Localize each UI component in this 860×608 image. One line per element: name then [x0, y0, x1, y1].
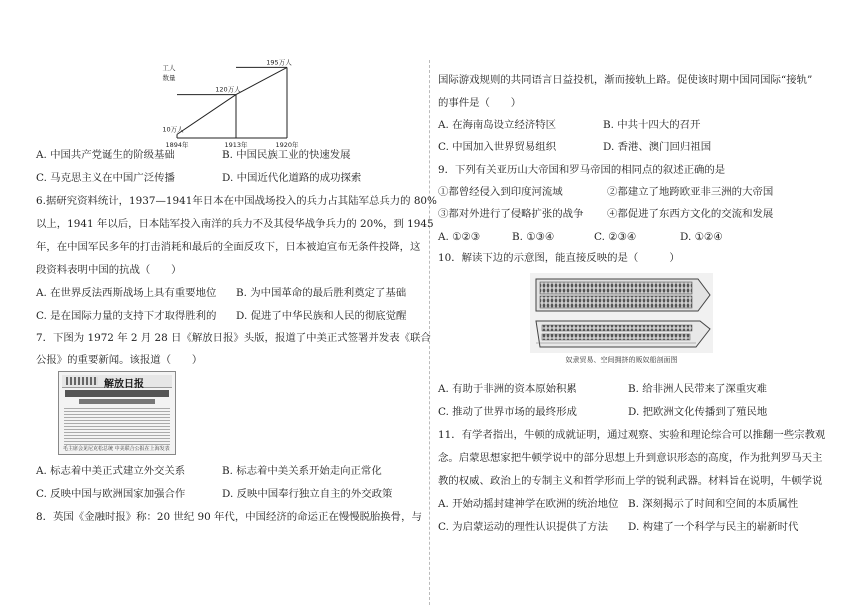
q9-option-c[interactable]: C. ②③④ [594, 231, 637, 243]
q10-option-a[interactable]: A. 有助于非洲的资本原始积累 [438, 383, 577, 395]
y-axis-label: 数量 [162, 74, 176, 82]
data-label: 120万人 [215, 85, 241, 94]
q8-option-a[interactable]: A. 在海南岛设立经济特区 [438, 119, 557, 131]
q9-item-1: ①都曾经侵入到印度河流域 [438, 186, 563, 198]
q5-option-d[interactable]: D. 中国近代化道路的成功探索 [222, 172, 362, 184]
q6-stem-line: 以上，1941 年以后，日本陆军投入南洋的兵力不及其侵华战争兵力的 20%，到 1945 [36, 218, 434, 230]
q10-option-b[interactable]: B. 给非洲人民带来了深重灾难 [628, 383, 767, 395]
q5-option-a[interactable]: A. 中国共产党诞生的阶级基础 [36, 149, 175, 161]
q10-option-d[interactable]: D. 把欧洲文化传播到了殖民地 [628, 406, 768, 418]
data-label: 195万人 [266, 58, 292, 67]
q7-stem-line: 7．下图为 1972 年 2 月 28 日《解放日报》头版，报道了中美正式签署并发表《联合 [36, 332, 431, 344]
y-axis-label: 工人 [162, 64, 176, 72]
worker-count-chart [155, 58, 320, 150]
q11-option-a[interactable]: A. 开始动摇封建神学在欧洲的统治地位 [438, 498, 619, 510]
q9-item-2: ②都建立了地跨欧亚非三洲的大帝国 [607, 186, 774, 198]
q7-option-b[interactable]: B. 标志着中美关系开始走向正常化 [222, 465, 382, 477]
q7-option-c[interactable]: C. 反映中国与欧洲国家加强合作 [36, 488, 186, 500]
q9-item-3: ③都对外进行了侵略扩张的战争 [438, 208, 584, 220]
q6-option-c[interactable]: C. 是在国际力量的支持下才取得胜利的 [36, 310, 217, 322]
q9-option-d[interactable]: D. ①②④ [680, 231, 723, 243]
data-label: 10万人 [162, 125, 184, 134]
slave-ship-drawing [530, 273, 713, 353]
newspaper-masthead [62, 375, 172, 388]
q6-stem-line: 年，在中国军民多年的打击消耗和最后的全面反攻下，日本被迫宣布无条件投降，这 [36, 241, 421, 253]
x-tick-label: 1920年 [275, 141, 299, 149]
q11-stem-line: 11．有学者指出，牛顿的成就证明，通过观察、实验和理论综合可以推翻一些宗教观 [438, 429, 826, 441]
q8-option-c[interactable]: C. 中国加入世界贸易组织 [438, 141, 557, 153]
q5-option-b[interactable]: B. 中国民族工业的快速发展 [222, 149, 351, 161]
x-tick-label: 1913年 [224, 141, 248, 149]
q8-stem-cont: 的事件是（ ） [438, 97, 522, 109]
q10-stem: 10．解读下边的示意图，能直接反映的是（ ） [438, 252, 680, 264]
newspaper-caption: 毛主席会见尼克松总统 中美联合公报在上海发表 [63, 446, 170, 452]
q11-option-d[interactable]: D. 构建了一个科学与民主的崭新时代 [628, 521, 799, 533]
q9-option-b[interactable]: B. ①③④ [512, 231, 555, 243]
q6-stem-line: 6.据研究资料统计，1937—1941年日本在中国战场投入的兵力占其陆军总兵力的 80% [36, 195, 437, 207]
q8-stem-cont: 国际游戏规则的共同语言日益投机，渐而接轨上路。促使该时期中国同国际“接轨” [438, 74, 813, 86]
q11-stem-line: 念。启蒙思想家把牛顿学说中的部分思想上升到意识形态的高度，作为批判罗马天主 [438, 452, 823, 464]
q8-option-b[interactable]: B. 中共十四大的召开 [603, 119, 701, 131]
q9-stem: 9．下列有关亚历山大帝国和罗马帝国的相同点的叙述正确的是 [438, 164, 726, 176]
newspaper-image [58, 371, 176, 455]
q8-stem-line: 8．英国《金融时报》称：20 世纪 90 年代，中国经济的命运正在慢慢脱胎换骨，与 [36, 511, 422, 523]
newspaper-title: 解放日报 [104, 379, 144, 390]
q8-option-d[interactable]: D. 香港、澳门回归祖国 [603, 141, 712, 153]
q6-option-a[interactable]: A. 在世界反法西斯战场上具有重要地位 [36, 287, 217, 299]
q6-option-d[interactable]: D. 促进了中华民族和人民的彻底觉醒 [236, 310, 407, 322]
q9-item-4: ④都促进了东西方文化的交流和发展 [607, 208, 774, 220]
q7-option-a[interactable]: A. 标志着中美正式建立外交关系 [36, 465, 186, 477]
q11-option-b[interactable]: B. 深刻揭示了时间和空间的本质属性 [628, 498, 799, 510]
slave-ship-diagram [530, 273, 713, 353]
q7-stem-line: 公报》的重要新闻。该报道（ ） [36, 354, 203, 366]
q5-option-c[interactable]: C. 马克思主义在中国广泛传播 [36, 172, 175, 184]
q9-option-a[interactable]: A. ①②③ [438, 231, 481, 243]
q10-option-c[interactable]: C. 推动了世界市场的最终形成 [438, 406, 577, 418]
q6-option-b[interactable]: B. 为中国革命的最后胜利奠定了基础 [236, 287, 407, 299]
ship-caption: 奴隶贸易、空间拥挤的贩奴船剖面图 [565, 356, 678, 364]
q11-stem-line: 教的权威、政治上的专制主义和哲学形而上学的锐利武器。材料旨在说明，牛顿学说 [438, 475, 823, 487]
series-line [177, 67, 287, 134]
q11-option-c[interactable]: C. 为启蒙运动的理性认识提供了方法 [438, 521, 609, 533]
q6-stem-line: 段资料表明中国的抗战（ ） [36, 264, 182, 276]
q7-option-d[interactable]: D. 反映中国奉行独立自主的外交政策 [222, 488, 393, 500]
x-tick-label: 1894年 [165, 141, 189, 149]
